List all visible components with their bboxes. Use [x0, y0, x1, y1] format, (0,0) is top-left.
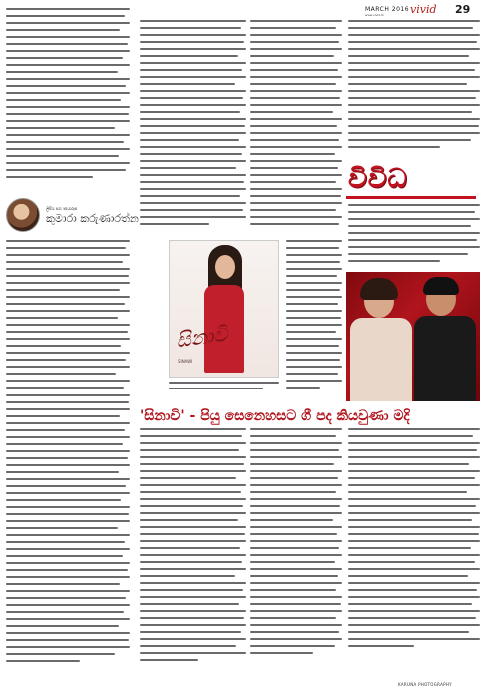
section-title-underline — [346, 196, 476, 199]
text-column-2-top — [140, 20, 246, 235]
magazine-logo: vivid — [410, 3, 437, 16]
headline-text: 'සිනාවි' - පියු සෙනෙහසට ගී පද කියවුණා මදි — [140, 408, 410, 424]
text-column-4-mid — [348, 204, 480, 268]
album-caption — [169, 382, 279, 400]
article-headline — [140, 405, 480, 424]
text-column-1-top — [6, 8, 130, 193]
author-role: ලිපිය සහ ඡායාරූප — [46, 206, 78, 211]
album-cover-image — [169, 240, 279, 378]
text-column-2-bottom — [140, 428, 246, 678]
website-url[interactable]: www.vivid.lk — [365, 13, 384, 17]
text-column-3-bottom — [250, 428, 342, 678]
author-name: කුමාරා කරුණාරත්න — [46, 212, 139, 225]
text-column-4-bottom — [348, 428, 480, 678]
text-column-3-mid — [286, 240, 342, 400]
text-column-1-bottom — [6, 240, 130, 680]
album-title: සිනාවි — [174, 321, 230, 353]
singer-figure — [198, 245, 250, 373]
photo-credit: KARUNA PHOTOGRAPHY — [398, 682, 452, 687]
album-subtitle: SINAWI — [178, 359, 193, 364]
artists-photo — [346, 272, 480, 401]
author-avatar — [6, 198, 40, 232]
issue-date: MARCH 2016 — [365, 6, 410, 13]
section-title: විවිධ — [348, 164, 408, 194]
text-column-4-top — [348, 20, 480, 160]
page-number: 29 — [455, 3, 471, 16]
